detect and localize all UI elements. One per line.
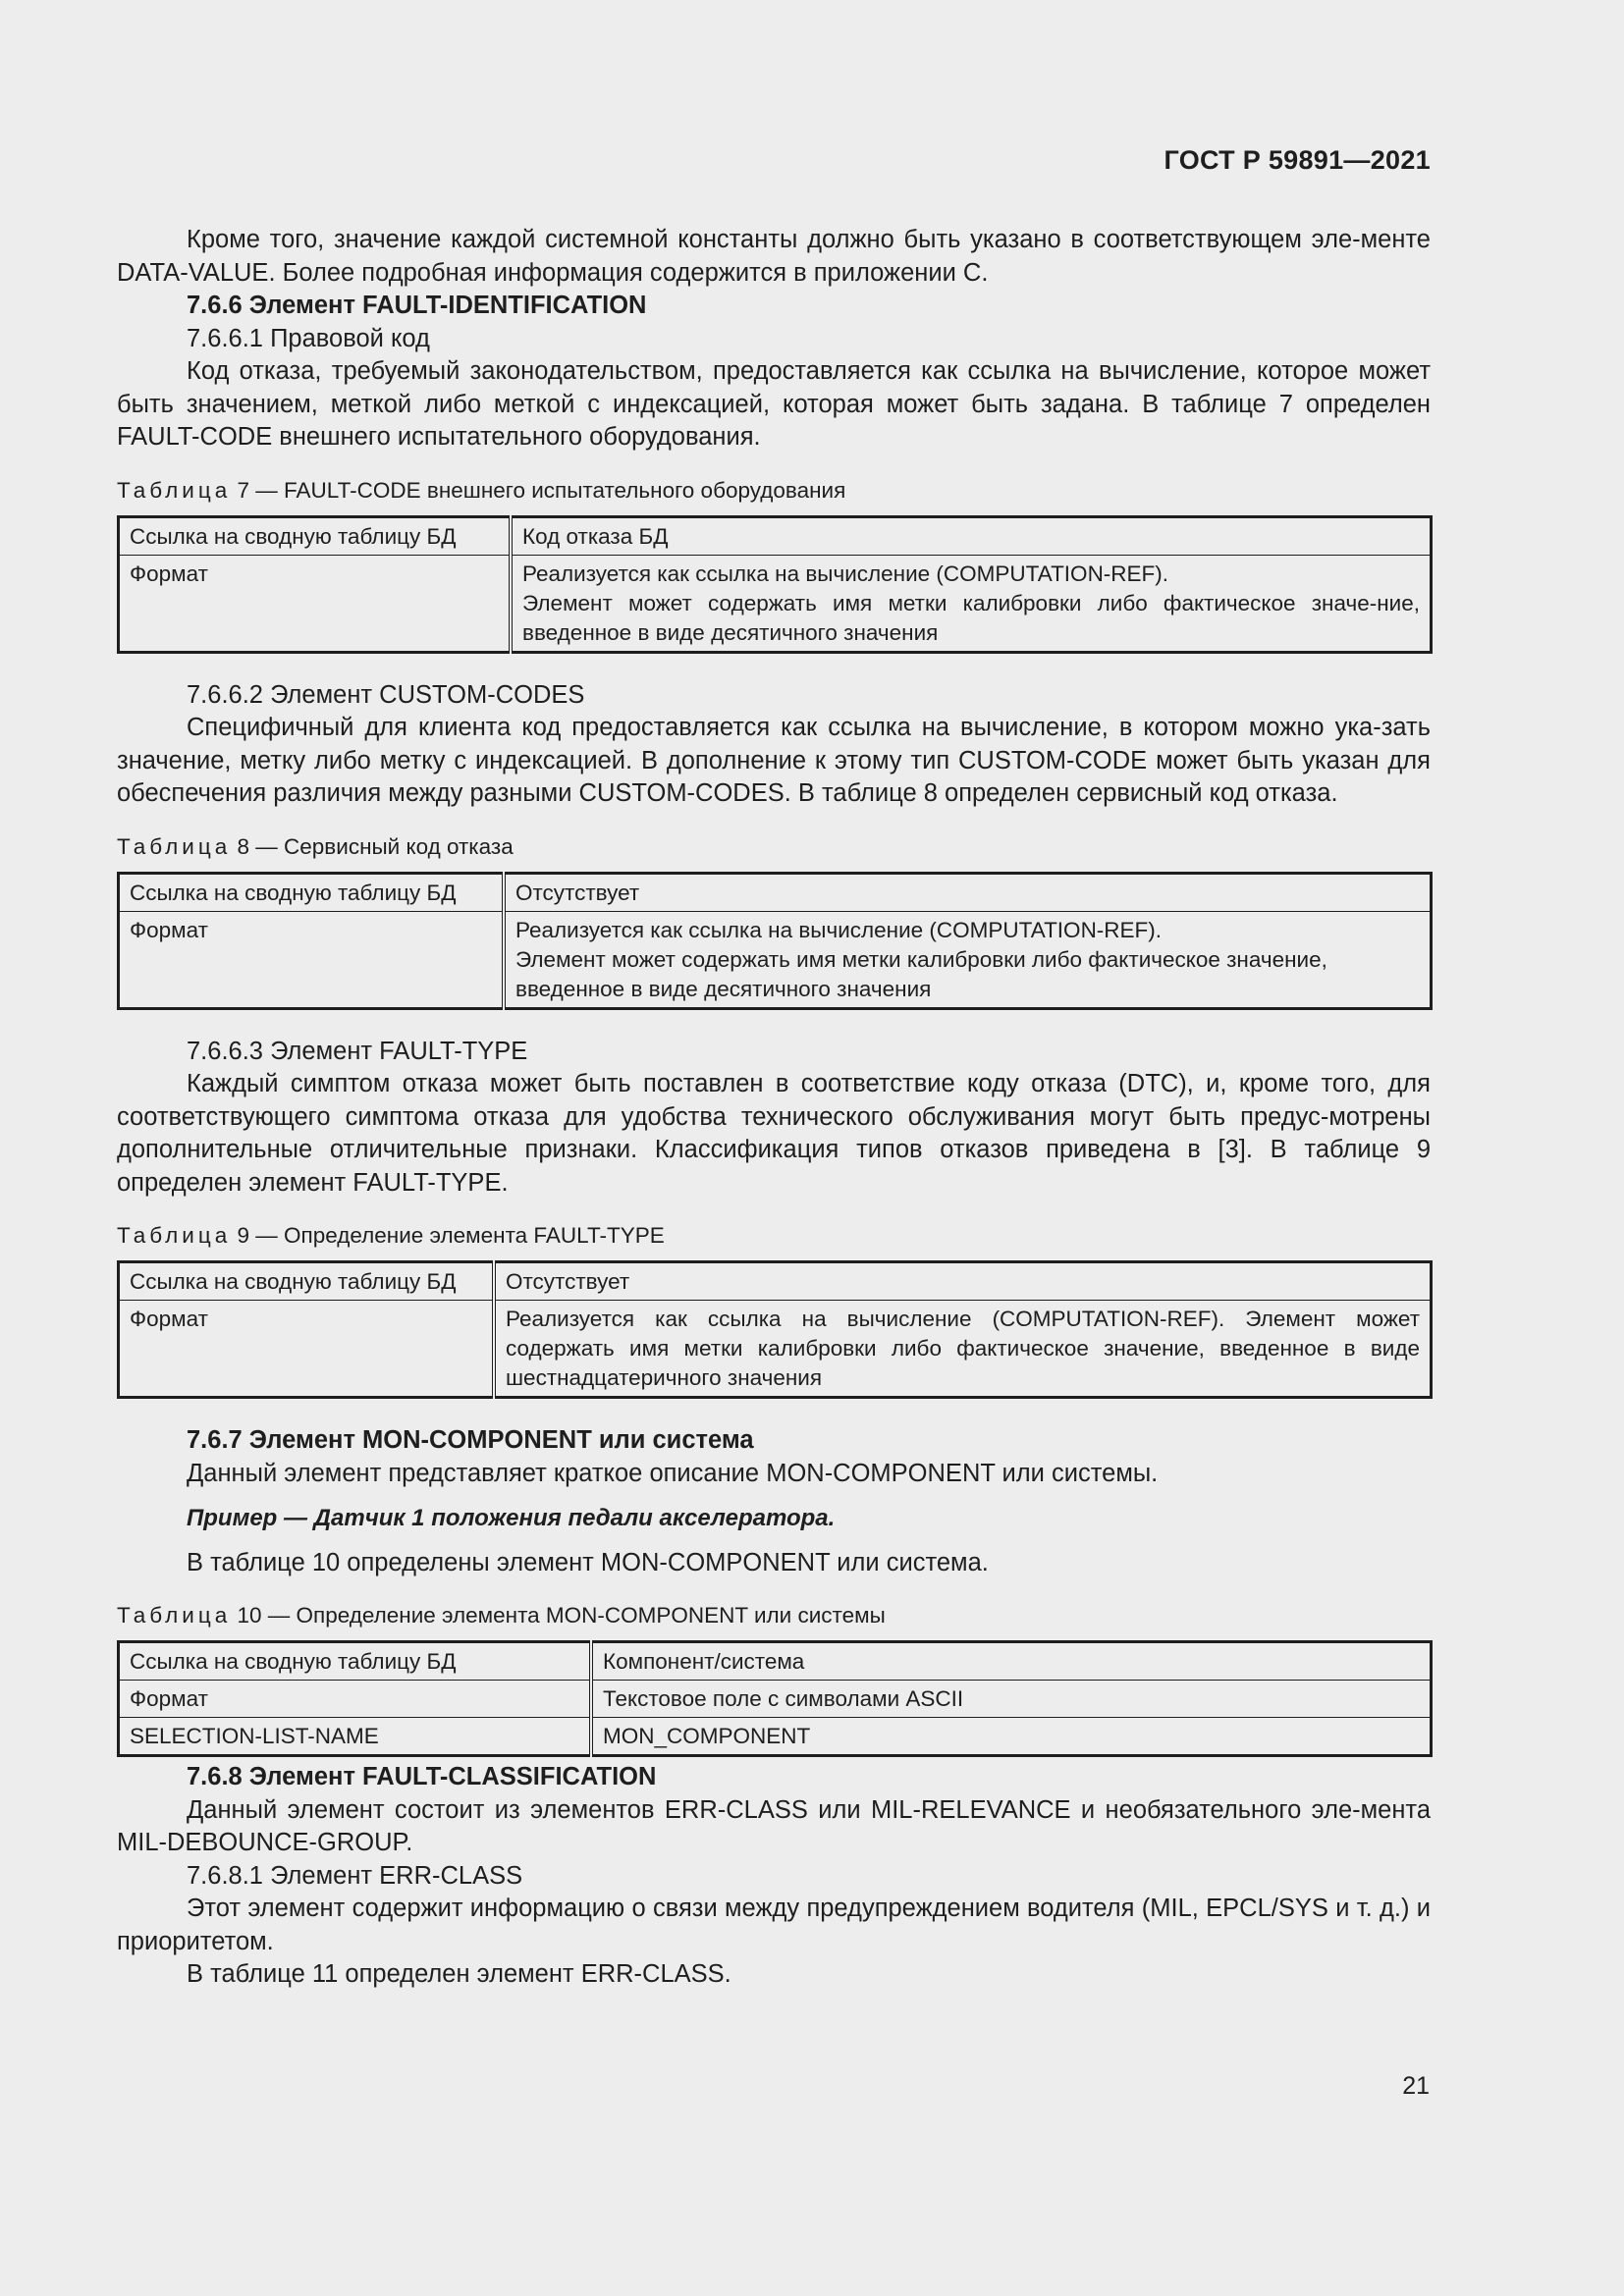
- paragraph-7-6-7: Данный элемент представляет краткое описание MON-COMPONENT или системы.: [187, 1459, 1159, 1487]
- table-caption-text: 10 — Определение элемента MON-COMPONENT или системы: [237, 1603, 886, 1628]
- table-7: [117, 515, 1433, 654]
- table-cell: Реализуется как ссылка на вычисление (COMPUTATION-REF). Элемент может содержать имя метки калибровки либо фактическое значение, введенное в виде шестнадцатеричного значения: [494, 1301, 1432, 1398]
- section-heading-7-6-8: 7.6.8 Элемент FAULT-CLASSIFICATION: [187, 1763, 657, 1790]
- table-caption-text: 8 — Сервисный код отказа: [237, 833, 514, 859]
- table-row: [119, 911, 1432, 1008]
- subsection-heading-7-6-6-3: 7.6.6.3 Элемент FAULT-TYPE: [187, 1037, 528, 1065]
- table-cell: Отсутствует: [504, 873, 1432, 911]
- table-cell: Формат: [119, 555, 512, 652]
- page-body: [117, 224, 1431, 1992]
- table-row: [119, 873, 1432, 911]
- table-cell: [504, 911, 1432, 1008]
- example-7-6-7: Пример — Датчик 1 положения педали акселератора.: [187, 1505, 836, 1531]
- table-row: [119, 1642, 1432, 1681]
- cell-line: Элемент может содержать имя метки калибровки либо фактическое значе-ние, введенное в виде десятичного значения: [522, 590, 1420, 645]
- cell-line: Элемент может содержать имя метки калибровки либо фактическое значение, введенное в виде десятичного значения: [515, 946, 1327, 1001]
- subsection-heading-7-6-6-1: 7.6.6.1 Правовой код: [187, 324, 430, 352]
- paragraph-7-6-6-2: Специфичный для клиента код предоставляется как ссылка на вычисление, в котором можно ука-зать значение, метку либо метку с индексацией. В дополнение к этому тип CUSTOM-CODE может быть указан для обеспечения различия между разными CUSTOM-CODES. В таблице 8 определен сервисный код отказа.: [117, 714, 1431, 807]
- subsection-heading-7-6-8-1: 7.6.8.1 Элемент ERR-CLASS: [187, 1861, 523, 1890]
- table-cell: [511, 555, 1432, 652]
- table-caption-text: 7 — FAULT-CODE внешнего испытательного оборудования: [237, 477, 846, 503]
- table-cell: Ссылка на сводную таблицу БД: [119, 1262, 495, 1301]
- table-8: [117, 872, 1433, 1010]
- paragraph-7-6-6-3: Каждый симптом отказа может быть поставлен в соответствие коду отказа (DTC), и, кроме того, для соответствующего симптома отказа для удобства технического обслуживания могут быть предус-мотрены дополнительные отличительные признаки. Классификация типов отказов приведена в [3]. В таблице 9 определен элемент FAULT-TYPE.: [117, 1070, 1431, 1197]
- paragraph-7-6-8-1: Этот элемент содержит информацию о связи между предупреждением водителя (MIL, EPCL/SYS и т. д.) и приоритетом.: [117, 1895, 1431, 1955]
- table-cell: Отсутствует: [494, 1262, 1432, 1301]
- table-cell: Ссылка на сводную таблицу БД: [119, 873, 505, 911]
- table-cell: Формат: [119, 1681, 592, 1718]
- paragraph-7-6-8: Данный элемент состоит из элементов ERR-CLASS или MIL-RELEVANCE и необязательного эле-мента MIL-DEBOUNCE-GROUP.: [117, 1795, 1431, 1856]
- table-caption-text: 9 — Определение элемента FAULT-TYPE: [237, 1223, 665, 1248]
- table-cell: SELECTION-LIST-NAME: [119, 1718, 592, 1756]
- table-row: [119, 1301, 1432, 1398]
- table-cell: Компонент/система: [591, 1642, 1432, 1681]
- table-9-caption: [117, 1221, 1431, 1251]
- table-caption-word: Таблица: [117, 833, 232, 859]
- table-cell: Формат: [119, 1301, 495, 1398]
- table-cell: Ссылка на сводную таблицу БД: [119, 516, 512, 555]
- paragraph-7-6-7-b: В таблице 10 определены элемент MON-COMPONENT или система.: [187, 1548, 989, 1576]
- cell-line: Реализуется как ссылка на вычисление (COMPUTATION-REF).: [515, 917, 1163, 942]
- section-heading-7-6-7: 7.6.7 Элемент MON-COMPONENT или система: [187, 1426, 754, 1454]
- table-row: [119, 1262, 1432, 1301]
- table-cell: Код отказа БД: [511, 516, 1432, 555]
- section-heading-7-6-6: 7.6.6 Элемент FAULT-IDENTIFICATION: [187, 292, 647, 319]
- table-10-caption: [117, 1601, 1431, 1630]
- table-caption-word: Таблица: [117, 1223, 232, 1248]
- table-10: [117, 1640, 1433, 1757]
- table-cell: Текстовое поле с символами ASCII: [591, 1681, 1432, 1718]
- table-caption-word: Таблица: [117, 1603, 232, 1628]
- table-8-caption: [117, 832, 1431, 862]
- table-cell: Ссылка на сводную таблицу БД: [119, 1642, 592, 1681]
- table-caption-word: Таблица: [117, 477, 232, 503]
- table-row: [119, 1681, 1432, 1718]
- table-row: [119, 1718, 1432, 1756]
- table-cell: Формат: [119, 911, 505, 1008]
- paragraph-7-6-8-1-b: В таблице 11 определен элемент ERR-CLASS.: [187, 1960, 731, 1988]
- table-cell: MON_COMPONENT: [591, 1718, 1432, 1756]
- table-9: [117, 1260, 1433, 1399]
- table-7-caption: [117, 476, 1431, 506]
- standard-code-header: ГОСТ Р 59891—2021: [1164, 145, 1431, 175]
- page-number: 21: [1402, 2072, 1430, 2100]
- table-row: [119, 516, 1432, 555]
- subsection-heading-7-6-6-2: 7.6.6.2 Элемент CUSTOM-CODES: [187, 680, 585, 709]
- paragraph-7-6-6-1: Код отказа, требуемый законодательством, предоставляется как ссылка на вычисление, которое может быть значением, меткой либо меткой с индексацией, которая может быть задана. В таблице 7 определен FAULT-CODE внешнего испытательного оборудования.: [117, 357, 1431, 451]
- table-row: [119, 555, 1432, 652]
- paragraph-intro: Кроме того, значение каждой системной константы должно быть указано в соответствующем эле-менте DATA-VALUE. Более подробная информация содержится в приложении С.: [117, 226, 1431, 287]
- cell-line: Реализуется как ссылка на вычисление (COMPUTATION-REF).: [522, 561, 1169, 586]
